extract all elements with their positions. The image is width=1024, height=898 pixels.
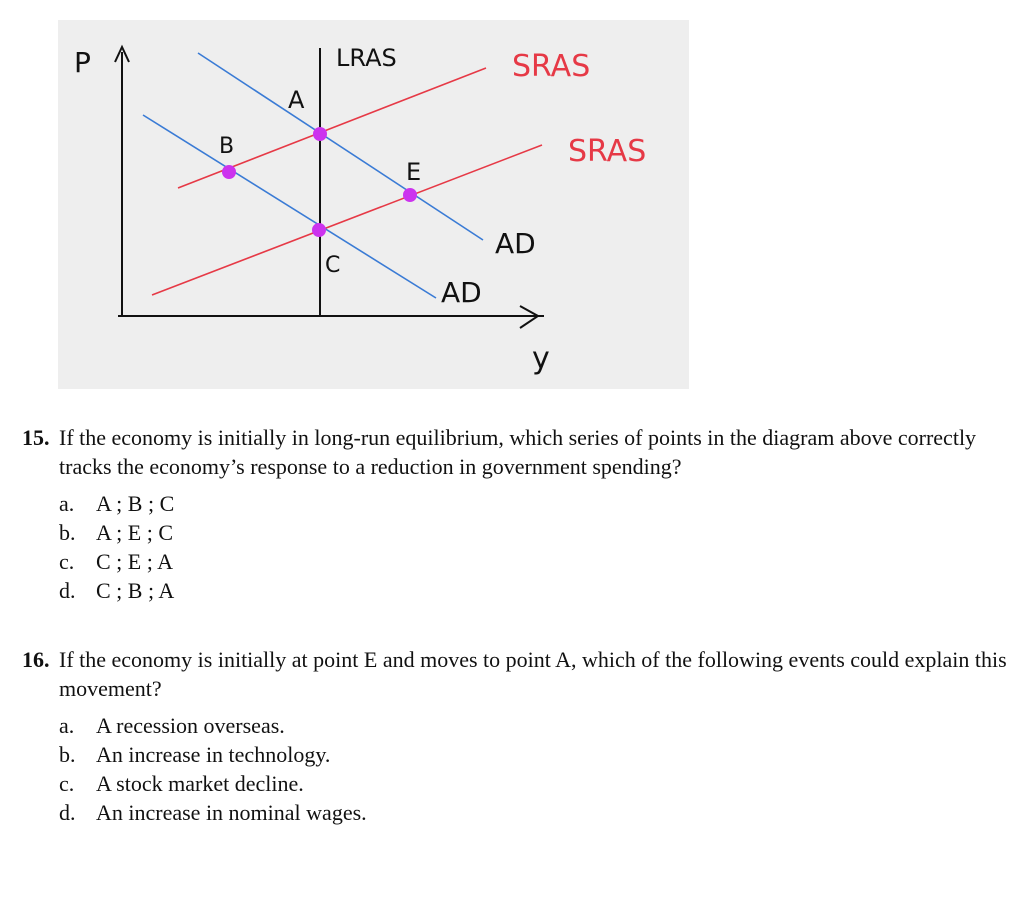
answer-options [22, 711, 1012, 827]
point-a-marker [313, 127, 327, 141]
point-a-label: A [288, 86, 305, 114]
y-axis-label: P [74, 46, 91, 79]
option-text: An increase in technology. [96, 742, 331, 767]
option-label: b. [59, 742, 76, 767]
option-c [59, 769, 1012, 798]
option-b [59, 740, 1012, 769]
option-d [59, 576, 1012, 605]
ad-as-diagram [58, 20, 689, 389]
ad-left-label: AD [441, 276, 482, 309]
point-e-label: E [406, 158, 422, 186]
option-label: c. [59, 549, 75, 574]
sras-upper-label: SRAS [512, 49, 591, 84]
option-b [59, 518, 1012, 547]
option-text: A stock market decline. [96, 771, 304, 796]
option-label: a. [59, 491, 75, 516]
option-label: d. [59, 800, 76, 825]
option-label: c. [59, 771, 75, 796]
sras-lower-label: SRAS [568, 134, 647, 169]
point-e-marker [403, 188, 417, 202]
option-text: C ; B ; A [96, 578, 175, 603]
option-text: A ; E ; C [96, 520, 174, 545]
question-16 [22, 645, 1012, 827]
option-label: a. [59, 713, 75, 738]
point-c-label: C [325, 253, 341, 278]
point-c-marker [312, 223, 326, 237]
lras-label: LRAS [336, 44, 397, 72]
option-text: A ; B ; C [96, 491, 175, 516]
option-label: d. [59, 578, 76, 603]
question-text: If the economy is initially in long-run equilibrium, which series of points in the diagram above correctly tracks the economy’s response to a reduction in government spending? [59, 425, 977, 479]
ad-right-label: AD [495, 227, 536, 260]
diagram-background [58, 20, 689, 389]
option-d [59, 798, 1012, 827]
question-text: If the economy is initially at point E and moves to point A, which of the following events could explain this movement? [59, 647, 1007, 701]
option-text: A recession overseas. [96, 713, 285, 738]
question-number: 15. [22, 425, 50, 450]
option-text: An increase in nominal wages. [96, 800, 367, 825]
option-a [59, 489, 1012, 518]
question-stem [22, 423, 1012, 481]
answer-options [22, 489, 1012, 605]
point-b-label: B [219, 134, 235, 159]
option-label: b. [59, 520, 76, 545]
question-stem [22, 645, 1012, 703]
question-number: 16. [22, 647, 50, 672]
x-axis-label: y [532, 341, 550, 376]
question-15 [22, 423, 1012, 605]
option-c [59, 547, 1012, 576]
option-text: C ; E ; A [96, 549, 174, 574]
point-b-marker [222, 165, 236, 179]
option-a [59, 711, 1012, 740]
